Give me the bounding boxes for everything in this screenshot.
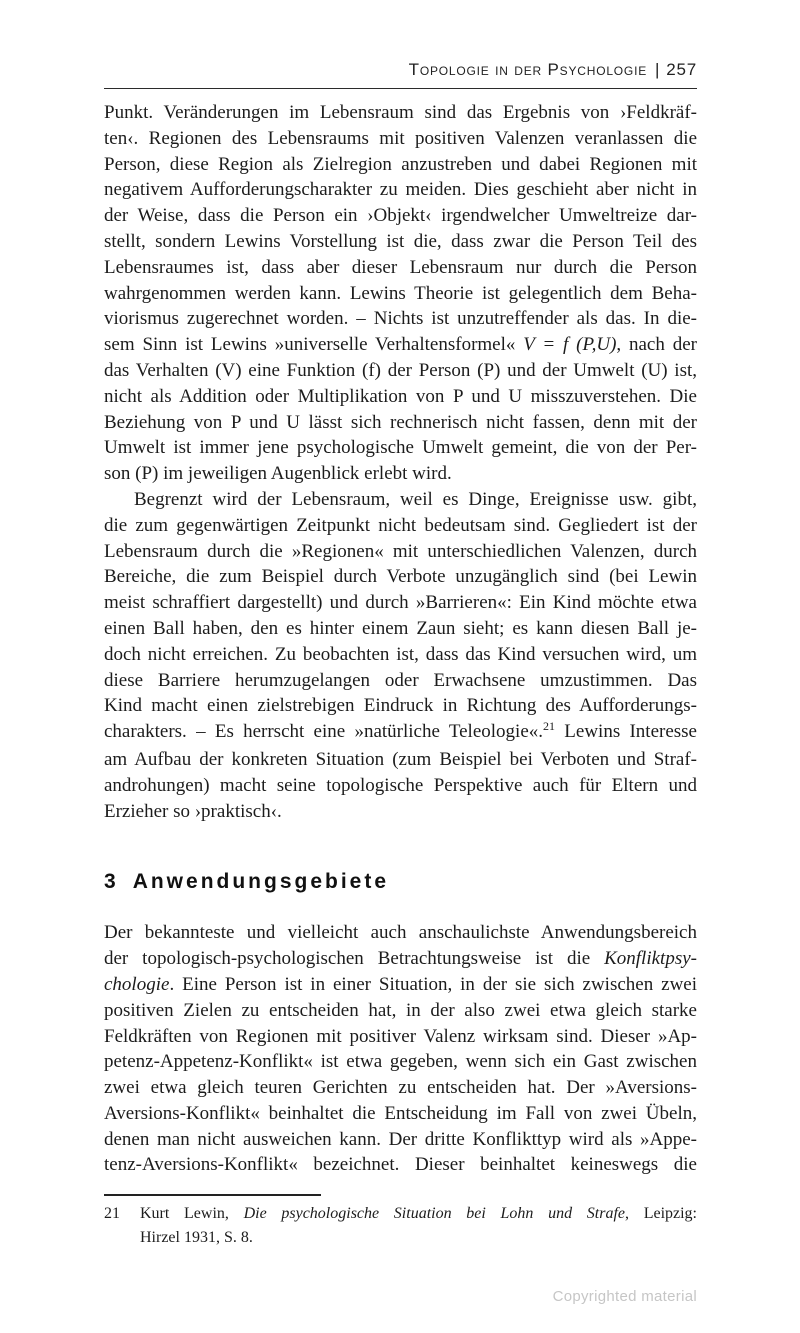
- text-line: [104, 719, 697, 747]
- text-run: meist schraffiert dargestellt) und durch »Barrieren«: Ein Kind möchte etwa: [104, 592, 697, 614]
- emphasized-text: chologie: [104, 973, 170, 995]
- text-line: [104, 1127, 697, 1153]
- text-line: [104, 920, 697, 946]
- text-run: Hirzel 1931, S. 8.: [140, 1229, 253, 1247]
- text-line: [104, 100, 697, 126]
- text-run: nicht als Addition oder Multiplikation von P und U misszuverstehen. Die: [104, 385, 697, 407]
- emphasized-text: Die psychologische Situation bei Lohn und Strafe: [243, 1205, 625, 1223]
- text-run: diese Barriere herumzugelangen oder Erwachsene umzustimmen. Das: [104, 669, 697, 691]
- paragraph: [104, 100, 697, 487]
- text-run: zwei etwa gleich teuren Gerichten zu entscheiden hat. Der »Aversions-: [104, 1077, 697, 1099]
- text-run: viorismus zugerechnet worden. – Nichts ist unzutreffender als das. In die-: [104, 308, 697, 330]
- text-line: [104, 693, 697, 719]
- text-line: [104, 1049, 697, 1075]
- text-run: , Leipzig:: [625, 1205, 697, 1223]
- text-run: stellt, sondern Lewins Vorstellung ist die, dass zwar die Person Teil des: [104, 230, 697, 252]
- text-run: Bereiche, die zum Beispiel durch Verbote unzugänglich sind (bei Lewin: [104, 566, 697, 588]
- text-run: tenz-Aversions-Konflikt« bezeichnet. Dieser beinhaltet keineswegs die: [104, 1154, 697, 1176]
- footnote-reference: 21: [543, 719, 556, 734]
- text-run: einen Ball haben, den es hinter einem Zaun sieht; es kann diesen Ball je-: [104, 617, 697, 639]
- text-run: Beziehung von P und U lässt sich rechnerisch nicht fassen, denn mit der: [104, 411, 697, 433]
- text-line: [104, 747, 697, 773]
- running-header-separator: |: [655, 60, 661, 79]
- text-run: , nach der: [616, 334, 697, 356]
- emphasized-text: Konfliktpsy-: [604, 948, 697, 970]
- text-run: wahrgenommen werden kann. Lewins Theorie ist gelegentlich dem Beha-: [104, 282, 697, 304]
- text-line: [104, 1101, 697, 1127]
- text-line: [104, 410, 697, 436]
- body-text: [104, 100, 697, 1178]
- text-line: [104, 487, 697, 513]
- text-line: [104, 972, 697, 998]
- text-run: Kind macht einen zielstrebigen Eindruck in Richtung des Aufforderungs-: [104, 695, 697, 717]
- text-line: [104, 799, 697, 825]
- text-run: der Weise, dass die Person ein ›Objekt‹ irgendwelcher Umweltreize dar-: [104, 205, 697, 227]
- text-run: Kurt Lewin,: [140, 1205, 244, 1223]
- text-line: [104, 358, 697, 384]
- text-line: [104, 177, 697, 203]
- text-run: Lewins Interesse: [555, 721, 697, 743]
- text-run: Erzieher so ›praktisch‹.: [104, 800, 282, 822]
- text-line: [104, 461, 697, 487]
- text-line: [104, 946, 697, 972]
- text-run: Lebensraum durch die »Regionen« mit unterschiedlichen Valenzen, durch: [104, 540, 697, 562]
- text-run: androhungen) macht seine topologische Perspektive auch für Eltern und: [104, 774, 697, 796]
- text-run: negativem Aufforderungscharakter zu meiden. Dies geschieht aber nicht in: [104, 179, 697, 201]
- footnote: [104, 1202, 697, 1250]
- text-line: [104, 384, 697, 410]
- footnote-rule: [104, 1194, 321, 1196]
- text-run: Punkt. Veränderungen im Lebensraum sind das Ergebnis von ›Feldkräf-: [104, 102, 697, 123]
- text-line: [104, 152, 697, 178]
- footnote-number: 21: [104, 1205, 120, 1223]
- text-line: [104, 281, 697, 307]
- text-run: doch nicht erreichen. Zu beobachten ist, dass das Kind versuchen wird, um: [104, 643, 697, 665]
- emphasized-text: V = f (P,U): [523, 334, 617, 356]
- text-run: positiven Zielen zu entscheiden hat, in der also zwei etwa gleich starke: [104, 999, 697, 1021]
- section-heading-title: Anwendungsgebiete: [132, 870, 390, 894]
- text-line: [104, 513, 697, 539]
- copyright-watermark: Copyrighted material: [552, 1288, 697, 1305]
- text-run: die zum gegenwärtigen Zeitpunkt nicht bedeutsam sind. Gegliedert ist der: [104, 514, 697, 536]
- text-line: [104, 306, 697, 332]
- text-line: [104, 255, 697, 281]
- text-run: Feldkräften von Regionen mit positiver Valenz wirksam sind. Dieser »Ap-: [104, 1025, 697, 1047]
- text-line: [104, 1075, 697, 1101]
- text-line: [140, 1202, 697, 1226]
- text-line: [104, 590, 697, 616]
- running-header: [104, 61, 697, 89]
- text-run: Person, diese Region als Zielregion anzustreben und dabei Regionen mit: [104, 153, 697, 175]
- text-line: [104, 564, 697, 590]
- text-line: [104, 203, 697, 229]
- text-run: charakters. – Es herrscht eine »natürliche Teleologie«.: [104, 721, 544, 743]
- text-line: [104, 229, 697, 255]
- text-line: [104, 642, 697, 668]
- text-run: Aversions-Konflikt« beinhaltet die Entscheidung im Fall von zwei Übeln,: [104, 1102, 697, 1124]
- text-line: [104, 1024, 697, 1050]
- text-line: [140, 1226, 697, 1250]
- text-run: ten‹. Regionen des Lebensraums mit positiven Valenzen veranlassen die: [104, 127, 697, 149]
- text-run: son (P) im jeweiligen Augenblick erlebt wird.: [104, 463, 452, 485]
- paragraph: [104, 920, 697, 1178]
- text-run: Lebensraumes ist, dass aber dieser Lebensraum nur durch die Person: [104, 256, 697, 278]
- text-run: Umwelt ist immer jene psychologische Umwelt gemeint, die von der Per-: [104, 437, 697, 459]
- text-line: [104, 435, 697, 461]
- paragraph: [104, 487, 697, 824]
- text-run: . Eine Person ist in einer Situation, in der sie sich zwischen zwei: [169, 973, 697, 995]
- running-header-title: Topologie in der Psychologie: [408, 60, 648, 79]
- section-heading: [104, 868, 697, 896]
- text-line: [104, 126, 697, 152]
- text-line: [104, 998, 697, 1024]
- text-run: Der bekannteste und vielleicht auch anschaulichste Anwendungsbereich: [104, 922, 697, 944]
- section-heading-number: 3: [104, 870, 119, 894]
- text-line: [104, 539, 697, 565]
- text-run: am Aufbau der konkreten Situation (zum Beispiel bei Verboten und Straf-: [104, 748, 697, 770]
- text-run: sem Sinn ist Lewins »universelle Verhaltensformel«: [104, 334, 524, 356]
- page-number: 257: [666, 60, 697, 79]
- text-line: [104, 773, 697, 799]
- footnote-text: [140, 1202, 697, 1250]
- text-run: das Verhalten (V) eine Funktion (f) der Person (P) und der Umwelt (U) ist,: [104, 359, 697, 381]
- text-line: [104, 332, 697, 358]
- text-run: Begrenzt wird der Lebensraum, weil es Dinge, Ereignisse usw. gibt,: [134, 488, 697, 510]
- text-run: petenz-Appetenz-Konflikt« ist etwa gegeben, wenn sich ein Gast zwischen: [104, 1051, 697, 1073]
- text-run: der topologisch-psychologischen Betrachtungsweise ist die: [104, 948, 605, 970]
- text-line: [104, 1152, 697, 1178]
- text-line: [104, 668, 697, 694]
- text-line: [104, 616, 697, 642]
- text-run: denen man nicht ausweichen kann. Der dritte Konflikttyp wird als »Appe-: [104, 1128, 697, 1150]
